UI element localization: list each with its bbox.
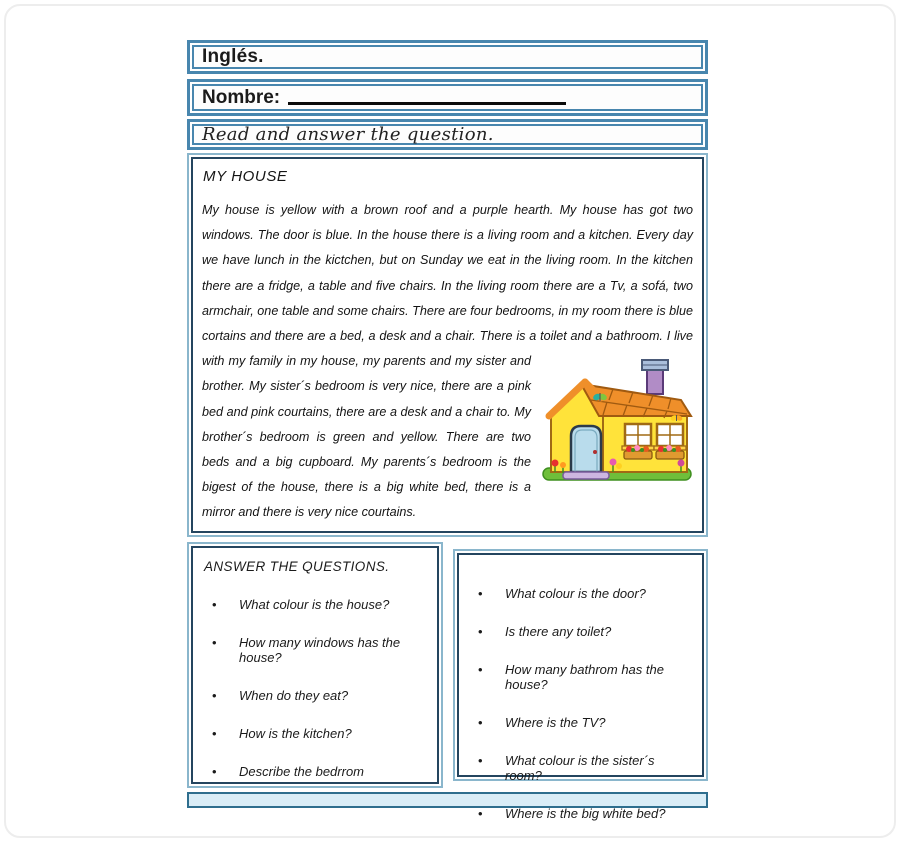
- bullet-icon: •: [212, 597, 217, 612]
- bullet-icon: •: [478, 624, 483, 639]
- instruction-text: Read and answer the question.: [202, 124, 494, 145]
- question-text: Where is the TV?: [505, 715, 606, 730]
- window-left: [622, 424, 654, 459]
- passage-text: [202, 198, 693, 526]
- name-label: Nombre:: [202, 86, 281, 108]
- bullet-icon: •: [478, 586, 483, 601]
- bullet-icon: •: [478, 662, 483, 677]
- bullet-icon: •: [212, 688, 217, 703]
- bullet-icon: •: [478, 806, 483, 821]
- name-blank-line: [288, 90, 566, 105]
- question-item: [203, 635, 429, 665]
- worksheet: [187, 40, 708, 821]
- window-right: [654, 424, 686, 459]
- question-text: How many windows has the house?: [239, 635, 401, 665]
- question-item: [469, 753, 694, 783]
- question-item: [203, 688, 429, 703]
- question-item: [469, 624, 694, 639]
- question-text: What colour is the house?: [239, 597, 390, 612]
- question-text: Where is the big white bed?: [505, 806, 666, 821]
- questions-right-box: [453, 549, 708, 821]
- front-door: [563, 426, 609, 479]
- name-box: [187, 79, 708, 116]
- chimney: [642, 360, 668, 394]
- subject-title: Inglés.: [202, 46, 264, 67]
- questions-left-list: [203, 597, 429, 779]
- questions-right-list: [469, 586, 694, 821]
- bullet-icon: •: [212, 764, 217, 779]
- passage-title: MY HOUSE: [203, 168, 288, 185]
- question-item: [203, 597, 429, 612]
- bullet-icon: •: [212, 726, 217, 741]
- house-illustration: [541, 352, 693, 484]
- question-text: How many bathrom has the house?: [505, 662, 664, 692]
- question-text: Is there any toilet?: [505, 624, 612, 639]
- question-item: [469, 715, 694, 730]
- question-text: Describe the bedrrom: [239, 764, 364, 779]
- questions-row: [187, 542, 708, 821]
- instruction-box: [187, 119, 708, 150]
- question-item: [469, 586, 694, 601]
- bullet-icon: •: [478, 715, 483, 730]
- bullet-icon: •: [212, 635, 217, 650]
- question-item: [203, 764, 429, 779]
- passage-box: [187, 153, 708, 537]
- bullet-icon: •: [478, 753, 483, 768]
- passage-part1: My house is yellow with a brown roof and a purple hearth. My house has got two windows. The door is blue. In the house there is a living room and a kitchen. Every day we have lunch in the kictchen, but on Sunday we eat in the living room. In the kitchen there are a fridge, a table and five chairs. In the living room there are a Tv, a sofá, two armchair, one table and some chairs. There are four bedrooms, in my room there is blue cortains and there are a bed, a desk and a chair. There is a toilet and a bathroom. I live with my family in my house, my parents and my: [202, 203, 693, 369]
- question-item: [469, 662, 694, 692]
- passage-part2: sister and brother. My sister´s bedroom is very nice, there are a pink bed and pink courtains, there are a desk and a chair to. My brother´s bedroom is green and yellow. There are two beds and a big cupboard. My parents´s bedroom is the bigest of the house, there is a big white bed, there is a mirror and there is very nice courtains.: [202, 354, 531, 520]
- question-text: When do they eat?: [239, 688, 349, 703]
- question-text: What colour is the door?: [505, 586, 646, 601]
- question-text: What colour is the sister´s room?: [505, 753, 655, 783]
- question-text: How is the kitchen?: [239, 726, 352, 741]
- question-item: [203, 726, 429, 741]
- questions-left-box: [187, 542, 443, 788]
- questions-title: ANSWER THE QUESTIONS.: [204, 559, 390, 574]
- question-item: [469, 806, 694, 821]
- subject-box: [187, 40, 708, 74]
